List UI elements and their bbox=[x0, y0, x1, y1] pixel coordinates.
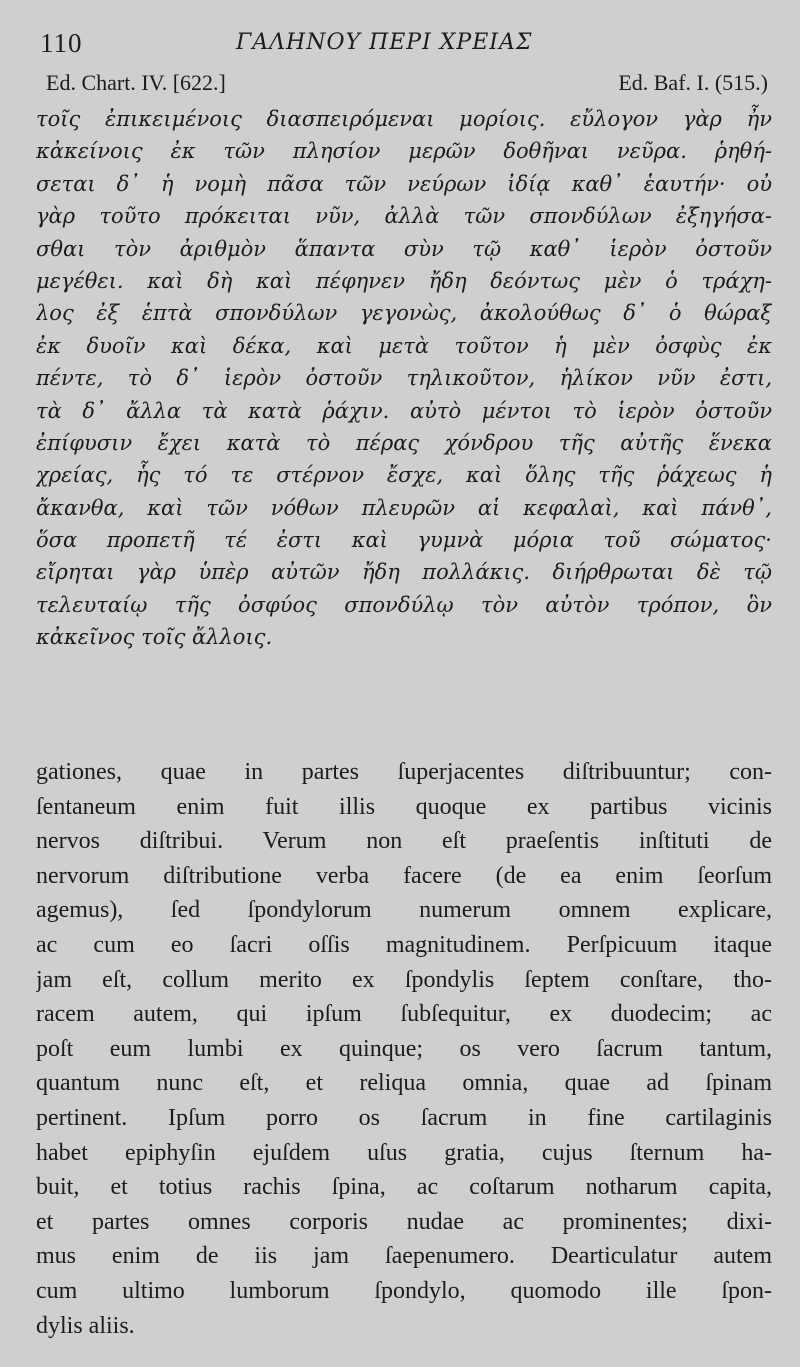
greek-line: ἐπίφυσιν ἔχει κατὰ τὸ πέρας χόνδρου τῆς αὐτῆς ἕνεκα bbox=[36, 430, 772, 455]
greek-text-block bbox=[36, 103, 772, 654]
running-title: ΓΑΛΗΝΟΥ ΠΕΡΙ ΧΡΕΙΑΣ bbox=[236, 30, 533, 55]
greek-line: τελευταίῳ τῆς ὀσφύος σπονδύλῳ τὸν αὐτὸν τρόπον, ὃν bbox=[36, 592, 772, 617]
latin-line: ac cum eo ſacri oſſis magnitudinem. Perſpicuum itaque bbox=[36, 931, 772, 958]
latin-line: racem autem, qui ipſum ſubſequitur, ex duodecim; ac bbox=[36, 1001, 772, 1028]
latin-line: et partes omnes corporis nudae ac prominentes; dixi- bbox=[36, 1208, 772, 1235]
running-head bbox=[36, 28, 770, 62]
greek-line: ἐκ δυοῖν καὶ δέκα, καὶ μετὰ τοῦτον ἡ μὲν ὀσφὺς ἐκ bbox=[36, 333, 772, 358]
greek-line: γὰρ τοῦτο πρόκειται νῦν, ἀλλὰ τῶν σπονδύλων ἐξηγήσα- bbox=[36, 204, 772, 229]
greek-line: κἀκείνοις ἐκ τῶν πλησίον μερῶν δοθῆναι νεῦρα. ῥηθή- bbox=[36, 139, 772, 164]
latin-line: nervos diſtribui. Verum non eſt praeſentis inſtituti de bbox=[36, 828, 772, 855]
greek-line: σθαι τὸν ἀριθμὸν ἅπαντα σὺν τῷ καθ᾽ ἱερὸν ὀστοῦν bbox=[36, 236, 772, 261]
greek-line: ἄκανθα, καὶ τῶν νόθων πλευρῶν αἱ κεφαλαὶ, καὶ πάνθ᾽, bbox=[36, 495, 772, 520]
latin-line: dylis aliis. bbox=[36, 1312, 135, 1339]
latin-line: jam eſt, collum merito ex ſpondylis ſeptem conſtare, tho- bbox=[36, 966, 772, 993]
greek-line: μεγέθει. καὶ δὴ καὶ πέφηνεν ἤδη δεόντως μὲν ὁ τράχη- bbox=[36, 268, 772, 293]
greek-line: χρείας, ἧς τό τε στέρνον ἔσχε, καὶ ὅλης τῆς ῥάχεως ἡ bbox=[36, 463, 772, 488]
latin-line: gationes, quae in partes ſuperjacentes diſtribuuntur; con- bbox=[36, 759, 772, 785]
greek-line: εἴρηται γὰρ ὑπὲρ αὐτῶν ἤδη πολλάκις. διήρθρωται δὲ τῷ bbox=[36, 560, 772, 585]
greek-line: ὅσα προπετῆ τέ ἐστι καὶ γυμνὰ μόρια τοῦ σώματος· bbox=[36, 528, 772, 553]
latin-line: ſentaneum enim fuit illis quoque ex partibus vicinis bbox=[36, 793, 772, 820]
latin-line: buit, et totius rachis ſpina, ac coſtarum notharum capita, bbox=[36, 1174, 772, 1201]
latin-text-block bbox=[36, 755, 772, 1343]
greek-line: κἀκεῖνος τοῖς ἄλλοις. bbox=[36, 625, 273, 650]
greek-line: πέντε, τὸ δ᾽ ἱερὸν ὀστοῦν τηλικοῦτον, ἡλίκον νῦν ἐστι, bbox=[36, 366, 772, 391]
page-number: 110 bbox=[40, 28, 83, 58]
greek-line: λος ἐξ ἑπτὰ σπονδύλων γεγονὼς, ἀκολούθως δ᾽ ὁ θώραξ bbox=[36, 301, 772, 326]
latin-line: quantum nunc eſt, et reliqua omnia, quae ad ſpinam bbox=[36, 1070, 772, 1097]
edition-reference-left: Ed. Chart. IV. [622.] bbox=[46, 70, 226, 95]
greek-line: τὰ δ᾽ ἄλλα τὰ κατὰ ῥάχιν. αὐτὸ μέντοι τὸ ἱερὸν ὀστοῦν bbox=[36, 398, 772, 423]
greek-line: σεται δ᾽ ἡ νομὴ πᾶσα τῶν νεύρων ἰδίᾳ καθ᾽ ἑαυτήν· οὐ bbox=[36, 171, 772, 196]
latin-line: agemus), ſed ſpondylorum numerum omnem explicare, bbox=[36, 897, 772, 924]
edition-reference-line bbox=[46, 70, 768, 98]
edition-reference-right: Ed. Baf. I. (515.) bbox=[618, 70, 768, 95]
latin-line: poſt eum lumbi ex quinque; os vero ſacrum tantum, bbox=[36, 1035, 772, 1062]
greek-line: τοῖς ἐπικειμένοις διασπειρόμεναι μορίοις. εὔλογον γὰρ ἦν bbox=[36, 107, 772, 131]
latin-line: nervorum diſtributione verba facere (de ea enim ſeorſum bbox=[36, 862, 772, 889]
latin-line: mus enim de iis jam ſaepenumero. Dearticulatur autem bbox=[36, 1243, 772, 1270]
latin-line: cum ultimo lumborum ſpondylo, quomodo ille ſpon- bbox=[36, 1277, 772, 1304]
latin-line: habet epiphyſin ejuſdem uſus gratia, cujus ſternum ha- bbox=[36, 1139, 772, 1166]
latin-line: pertinent. Ipſum porro os ſacrum in fine cartilaginis bbox=[36, 1104, 772, 1131]
